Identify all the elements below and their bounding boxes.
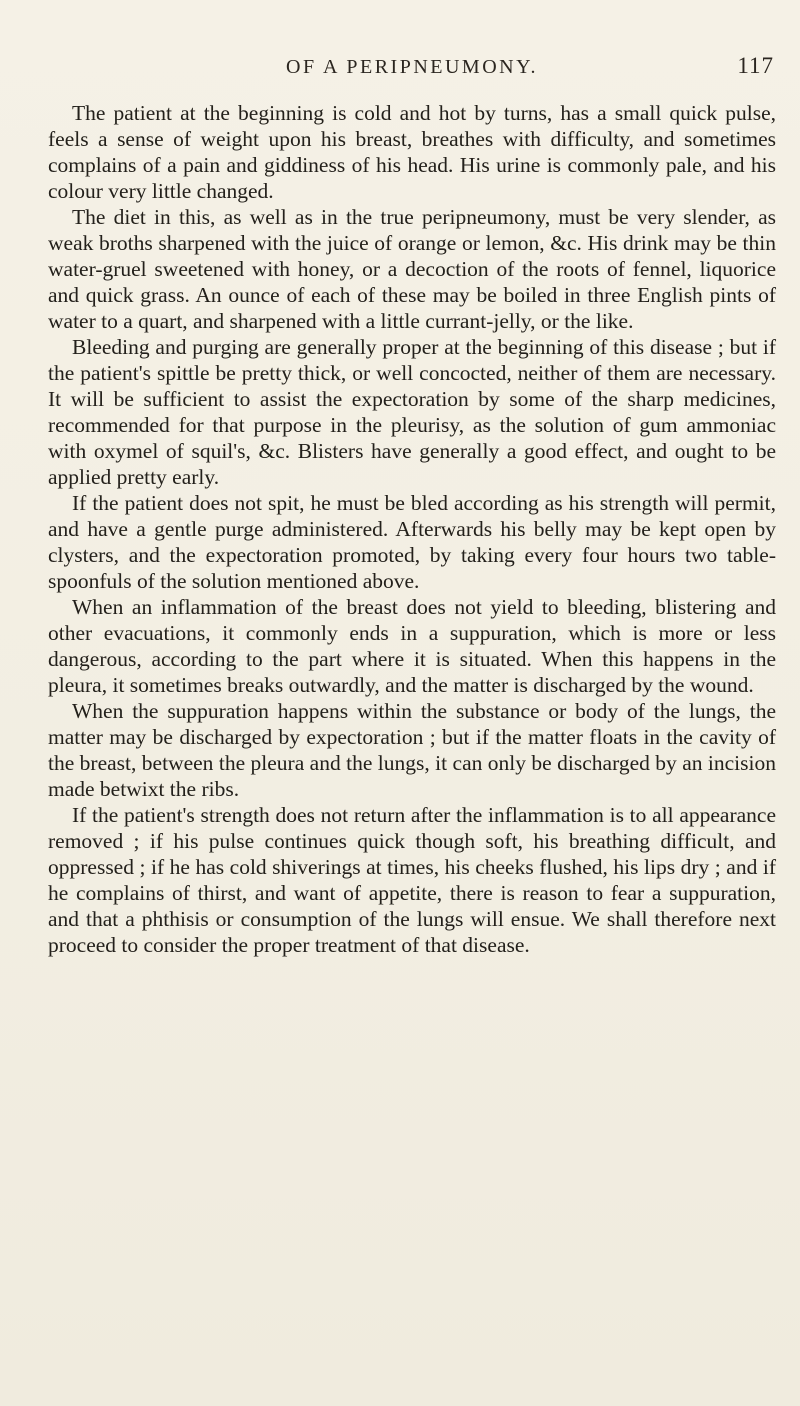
paragraph: When an inflammation of the breast does not yield to bleeding, blistering and other evacuations, it commonly ends in a suppuration, which is more or less dangerous, according to the part where it is situated. When this happens in the pleura, it sometimes breaks outwardly, and the matter is discharged by the wound. bbox=[48, 595, 776, 697]
paragraph: The patient at the beginning is cold and hot by turns, has a small quick pulse, feels a sense of weight upon his breast, breathes with difficulty, and sometimes complains of a pain and giddiness of his head. His urine is commonly pale, and his colour very little changed. bbox=[48, 101, 776, 203]
paragraph: Bleeding and purging are generally proper at the beginning of this disease ; but if the patient's spittle be pretty thick, or well concocted, neither of them are necessary. It will be sufficient to assist the expectoration by some of the sharp medicines, recommended for that purpose in the pleurisy, as the solution of gum ammoniac with oxymel of squil's, &c. Blisters have generally a good effect, and ought to be applied pretty early. bbox=[48, 335, 776, 489]
running-title: OF A PERIPNEUMONY. bbox=[286, 56, 538, 78]
paragraph: If the patient does not spit, he must be bled according as his strength will permit, and have a gentle purge administered. Afterwards his belly may be kept open by clysters, and the expectoration promoted, by taking every four hours two table-spoonfuls of the solution mentioned above. bbox=[48, 491, 776, 593]
paragraph: If the patient's strength does not return after the inflammation is to all appearance removed ; if his pulse continues quick though soft, his breathing difficult, and oppressed ; if he has cold shiverings at times, his cheeks flushed, his lips dry ; and if he complains of thirst, and want of appetite, there is reason to fear a suppuration, and that a phthisis or consumption of the lungs will ensue. We shall therefore next proceed to consider the proper treatment of that disease. bbox=[48, 803, 776, 957]
paragraph: When the suppuration happens within the substance or body of the lungs, the matter may be discharged by expectoration ; but if the matter floats in the cavity of the breast, between the pleura and the lungs, it can only be discharged by an incision made betwixt the ribs. bbox=[48, 699, 776, 801]
running-head bbox=[50, 50, 774, 86]
paragraph: The diet in this, as well as in the true peripneumony, must be very slender, as weak broths sharpened with the juice of orange or lemon, &c. His drink may be thin water-gruel sweetened with honey, or a decoction of the roots of fennel, liquorice and quick grass. An ounce of each of these may be boiled in three English pints of water to a quart, and sharpened with a little currant-jelly, or the like. bbox=[48, 205, 776, 333]
body-text bbox=[48, 100, 776, 958]
page-number: 117 bbox=[737, 53, 774, 78]
